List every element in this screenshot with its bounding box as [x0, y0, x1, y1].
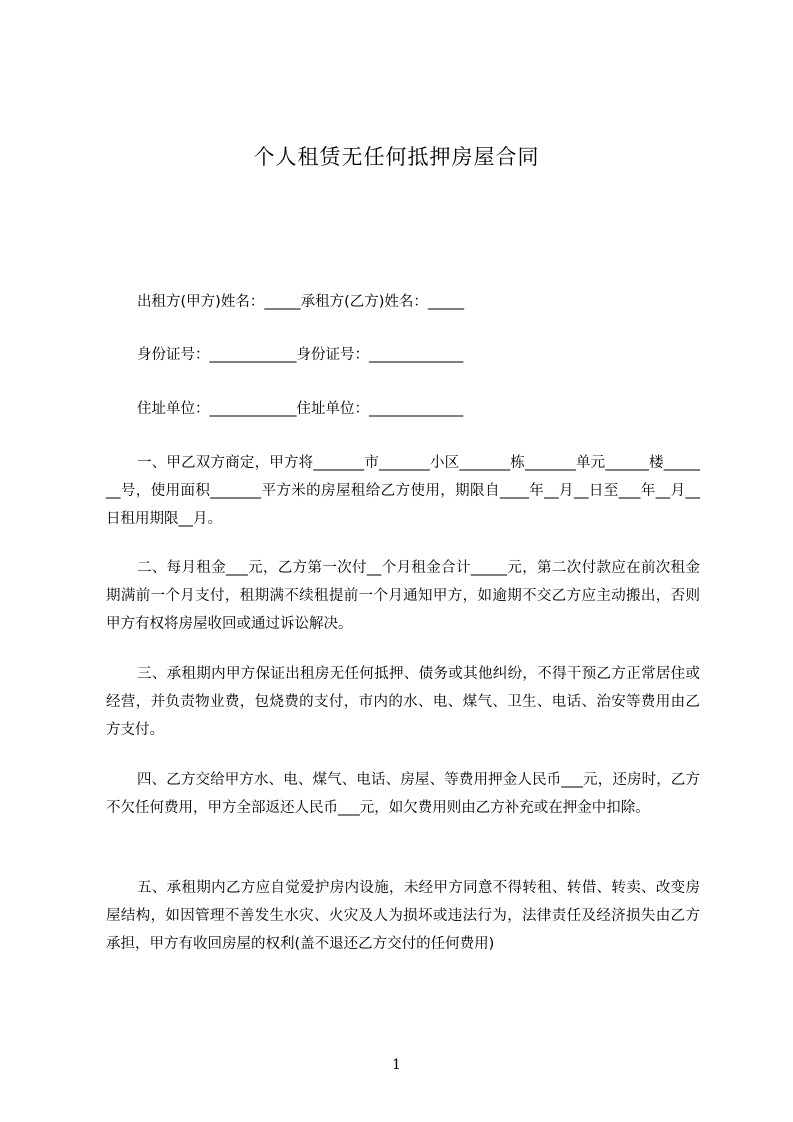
id-number-line: 身份证号：____________身份证号：_____________ [137, 347, 464, 363]
clause-2: 二、每月租金___元，乙方第一次付__个月租金合计_____元，第二次付款应在前次租金期满前一个月支付，租期满不续租提前一个月通知甲方，如逾期不交乙方应主动搬出，否则甲方有权将房屋收回或通过诉讼解决。 [106, 560, 700, 632]
clause-1: 一、甲乙双方商定，甲方将_______市_______小区_______栋_______单元______楼_______号，使用面积_______平方米的房屋租给乙方使用，期限自____年__月__日至___年__月__日租用期限__月。 [106, 455, 700, 527]
page-number: 1 [392, 1057, 401, 1073]
clause-5: 五、承租期内乙方应自觉爱护房内设施，未经甲方同意不得转租、转借、转卖、改变房屋结构，如因管理不善发生水灾、火灾及人为损坏或违法行为，法律责任及经济损失由乙方承担，甲方有收回房屋的权利(盖不退还乙方交付的任何费用) [106, 880, 700, 952]
clause-3: 三、承租期内甲方保证出租房无任何抵押、债务或其他纠纷，不得干预乙方正常居住或经营，并负责物业费，包烧费的支付，市内的水、电、煤气、卫生、电话、治安等费用由乙方支付。 [106, 666, 700, 738]
party-name-line: 出租方(甲方)姓名：_____承租方(乙方)姓名：_____ [137, 294, 465, 310]
document-title: 个人租赁无任何抵押房屋合同 [253, 145, 540, 169]
address-line: 住址单位：____________住址单位：_____________ [137, 401, 464, 417]
clause-4: 四、乙方交给甲方水、电、煤气、电话、房屋、等费用押金人民币___元，还房时，乙方不欠任何费用，甲方全部返还人民币___元，如欠费用则由乙方补充或在押金中扣除。 [106, 772, 700, 816]
